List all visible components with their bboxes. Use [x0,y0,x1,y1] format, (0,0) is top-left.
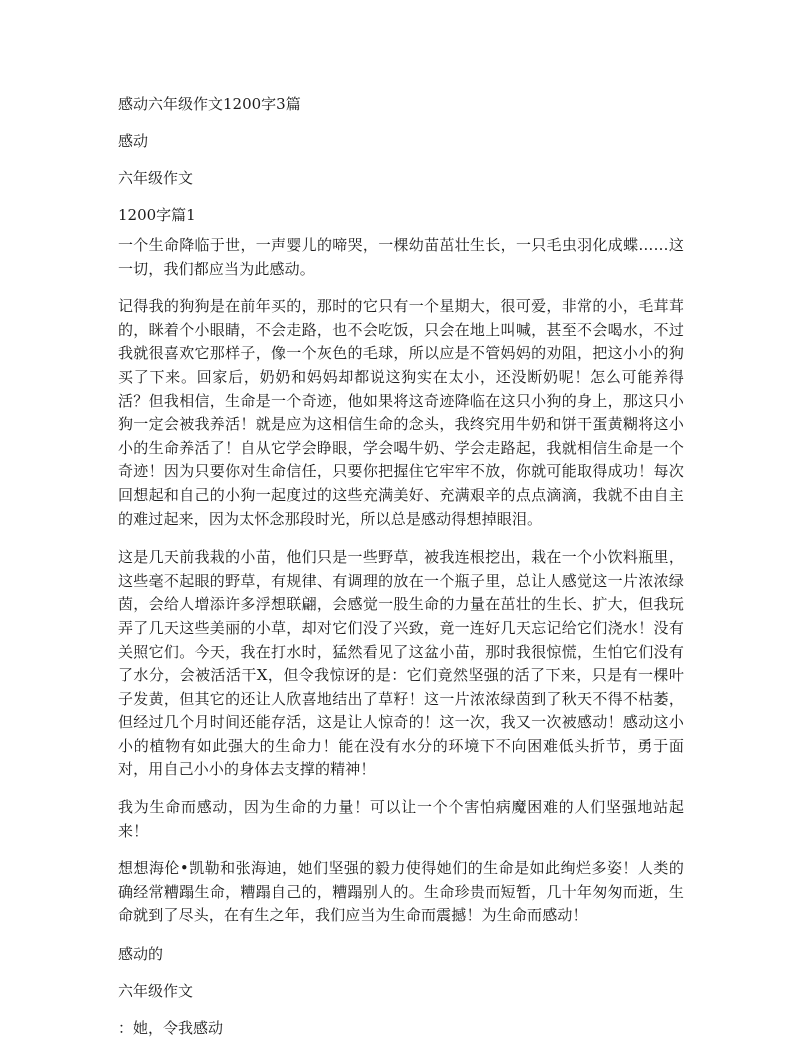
section-heading-she-moved-me: ：她，令我感动 [118,1019,224,1038]
section-heading-part1: 1200字篇1 [118,206,196,224]
section-heading-gandong-de: 感动的 [118,945,164,964]
paragraph-intro: 一个生命降临于世，一声婴儿的啼哭，一棵幼苗茁壮生长，一只毛虫羽化成蝶……这一切，我们都应当为此感动。 [118,236,684,278]
section-heading-grade: 六年级作文 [118,169,194,187]
document-title: 感动六年级作文1200字3篇 [118,95,301,113]
paragraph-life-power: 我为生命而感动，因为生命的力量！可以让一个个害怕病魔困难的人们坚强地站起来！ [118,798,684,840]
document-page [118,92,684,1040]
paragraph-plant: 这是几天前我栽的小苗，他们只是一些野草，被我连根挖出，栽在一个小饮料瓶里，这些毫不起眼的野草，有规律、有调理的放在一个瓶子里，总让人感觉这一片浓浓绿茵，会给人增添许多浮想联翩，会感觉一股生命的力量在茁壮的生长、扩大，但我玩弄了几天这些美丽的小草，却对它们没了兴致，竟一连好几天忘记给它们浇水！没有关照它们。今天，我在打水时，猛然看见了这盆小苗，那时我很惊慌，生怕它们没有了水分，会被活活干X，但令我惊讶的是：它们竟然坚强的活了下来，只是有一棵叶子发黄，但其它的还让人欣喜地结出了草籽！这一片浓浓绿茵到了秋天不得不枯萎，但经过几个月时间还能存活，这是让人惊奇的！这一次，我又一次被感动！感动这小小的植物有如此强大的生命力！能在没有水分的环境下不向困难低头折节，勇于面对，用自己小小的身体去支撑的精神！ [118,548,684,779]
paragraph-dog: 记得我的狗狗是在前年买的，那时的它只有一个星期大，很可爱，非常的小，毛茸茸的，眯着个小眼睛，不会走路，也不会吃饭，只会在地上叫喊，甚至不会喝水，不过我就很喜欢它那样子，像一个灰色的毛球，所以应是不管妈妈的劝阻，把这小小的狗买了下来。回家后，奶奶和妈妈却都说这狗实在太小，还没断奶呢！怎么可能养得活？但我相信，生命是一个奇迹，他如果将这奇迹降临在这只小狗的身上，那这只小狗一定会被我养活！就是应为这相信生命的念头，我终究用牛奶和饼干蛋黄糊将这小小的生命养活了！自从它学会睁眼，学会喝牛奶、学会走路起，我就相信生命是一个奇迹！因为只要你对生命信任，只要你把握住它牢牢不放，你就可能取得成功！每次回想起和自己的小狗一起度过的这些充满美好、充满艰辛的点点滴滴，我就不由自主的难过起来，因为太怀念那段时光，所以总是感动得想掉眼泪。 [118,297,684,528]
paragraph-helen-keller: 想想海伦•凯勒和张海迪，她们坚强的毅力使得她们的生命是如此绚烂多姿！人类的确经常糟蹋生命，糟蹋自己的，糟蹋别人的。生命珍贵而短暂，几十年匆匆而逝，生命就到了尽头，在有生之年，我们应当为生命而震撼！为生命而感动！ [118,859,684,925]
section-heading-gandong: 感动 [118,132,149,150]
section-heading-grade-2: 六年级作文 [118,982,194,1001]
